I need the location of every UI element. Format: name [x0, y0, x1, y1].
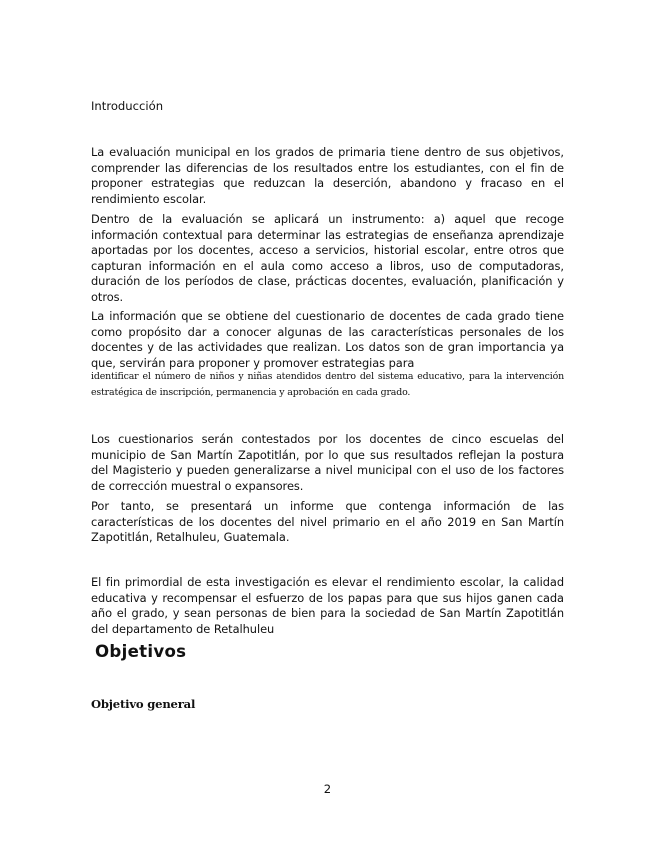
- paragraph-6: El fin primordial de esta investigación es elevar el rendimiento escolar, la calidad educativa y recompensar el esfuerzo de los papas para que sus hijos ganen cada año el grado, y sean personas de bien para la sociedad de San Martín Zapotitlán del departamento de Retalhuleu: [91, 575, 564, 636]
- paragraph-3-continuation: identificar el número de niños y niñas atendidos dentro del sistema educativo, para la intervención estratégica de inscripción, permanencia y aprobación en cada grado.: [91, 371, 564, 398]
- page-number: 2: [323, 782, 332, 796]
- general-objective-heading: Objetivo general: [91, 697, 196, 711]
- paragraph-3: La información que se obtiene del cuestionario de docentes de cada grado tiene como propósito dar a conocer algunas de las características personales de los docentes y de las actividades que realizan. Los datos son de gran importancia ya que, servirán para proponer y promover estrategias para: [91, 309, 564, 370]
- intro-heading: Introducción: [91, 99, 164, 113]
- paragraph-1: La evaluación municipal en los grados de primaria tiene dentro de sus objetivos, comprender las diferencias de los resultados entre los estudiantes, con el fin de proponer estrategias que reduzcan la deserción, abandono y fracaso en el rendimiento escolar.: [91, 145, 564, 206]
- paragraph-5: Por tanto, se presentará un informe que contenga información de las características de los docentes del nivel primario en el año 2019 en San Martín Zapotitlán, Retalhuleu, Guatemala.: [91, 499, 564, 545]
- paragraph-4: Los cuestionarios serán contestados por los docentes de cinco escuelas del municipio de San Martín Zapotitlán, por lo que sus resultados reflejan la postura del Magisterio y pueden generalizarse a nivel municipal con el uso de los factores de corrección muestral o expansores.: [91, 432, 564, 493]
- objectives-heading: Objetivos: [95, 642, 187, 661]
- paragraph-2: Dentro de la evaluación se aplicará un instrumento: a) aquel que recoge información contextual para determinar las estrategias de enseñanza aprendizaje aportadas por los docentes, acceso a servicios, historial escolar, entre otros que capturan información en el aula como acceso a libros, uso de computadoras, duración de los períodos de clase, prácticas docentes, evaluación, planificación y otros.: [91, 212, 564, 304]
